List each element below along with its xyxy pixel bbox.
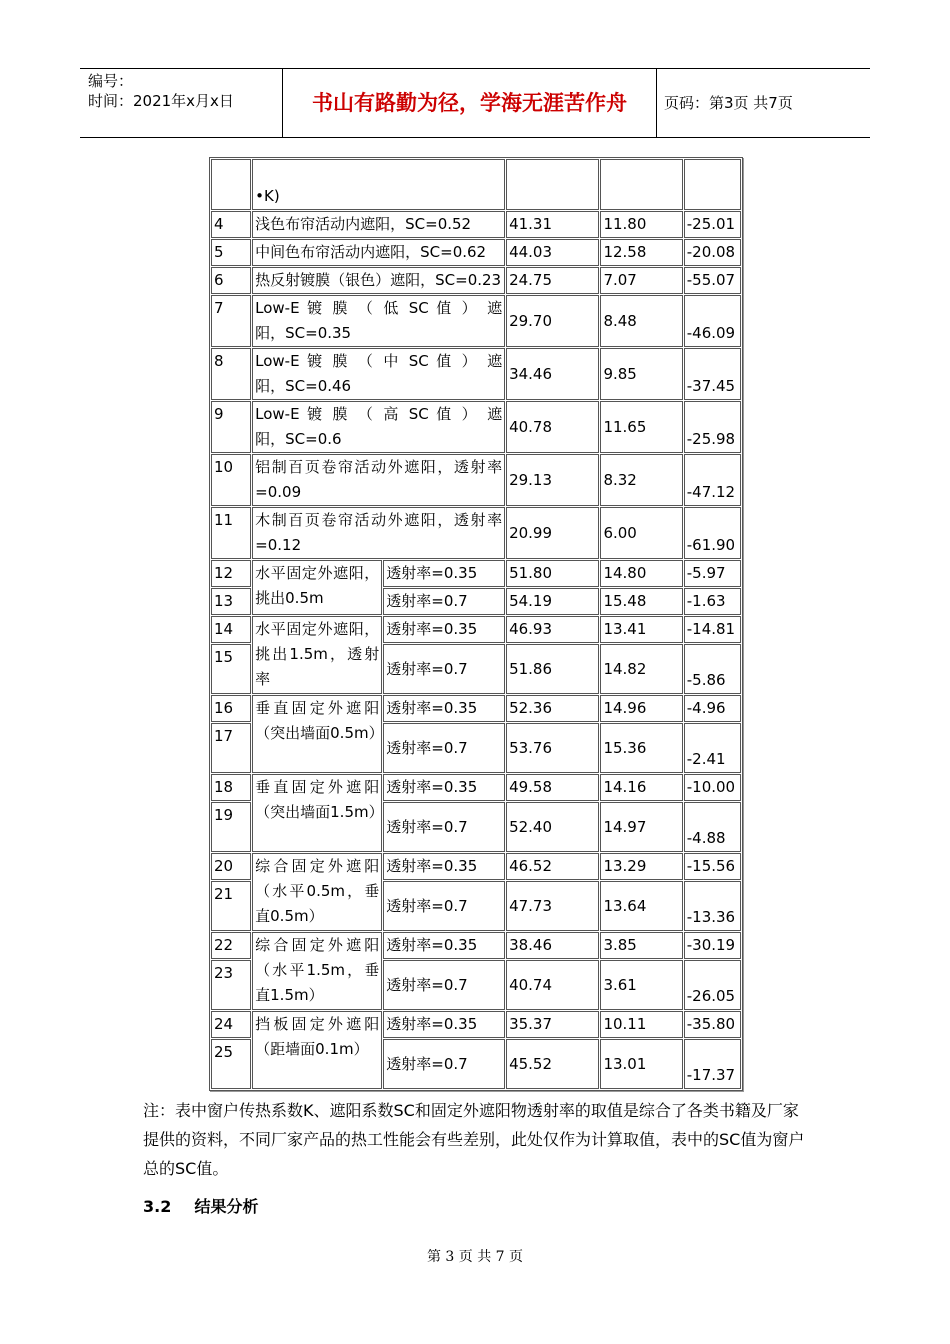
row-number: 14	[211, 616, 251, 643]
description-line-2: 阳，SC=0.6	[255, 430, 342, 448]
row-description	[252, 401, 505, 453]
description-line-2: 阳，SC=0.46	[255, 377, 352, 395]
value-heat-flux: 51.80	[506, 560, 599, 587]
table-row	[211, 348, 741, 400]
group-description: 挡板固定外遮阳（距墙面0.1m）	[252, 1011, 382, 1089]
value-2: 14.16	[600, 774, 682, 801]
section-heading	[143, 1194, 259, 1217]
group-description: 垂直固定外遮阳（突出墙面0.5m）	[252, 695, 382, 773]
value-heat-flux: 52.40	[506, 802, 599, 852]
row-number: 4	[211, 211, 251, 238]
description-line-1: Low-E 镀 膜 （ 中 SC 值 ） 遮	[255, 352, 503, 370]
table-row	[211, 454, 741, 506]
value-change: -2.41	[684, 723, 741, 773]
value-change: -4.88	[684, 802, 741, 852]
transmittance: 透射率=0.7	[383, 588, 505, 615]
description-line-1: 木制百页卷帘活动外遮阳，透射率	[255, 511, 503, 529]
table-row	[211, 159, 741, 210]
value-2: 13.64	[600, 881, 682, 931]
page-header	[80, 68, 870, 138]
group-description: 水平固定外遮阳，挑出0.5m	[252, 560, 382, 615]
value-heat-flux: 51.86	[506, 644, 599, 694]
value-heat-flux: 29.70	[506, 295, 599, 347]
value-change: -1.63	[684, 588, 741, 615]
value-2: 8.48	[600, 295, 682, 347]
value-change: -13.36	[684, 881, 741, 931]
row-number: 9	[211, 401, 251, 453]
table-body	[210, 158, 742, 1090]
description-line-2: 阳，SC=0.35	[255, 324, 352, 342]
value-heat-flux: 41.31	[506, 211, 599, 238]
transmittance: 透射率=0.7	[383, 723, 505, 773]
description-line-2: =0.09	[255, 483, 302, 501]
value-heat-flux: 40.78	[506, 401, 599, 453]
value-2: 12.58	[600, 239, 682, 266]
value-2: 13.29	[600, 853, 682, 880]
transmittance: 透射率=0.7	[383, 644, 505, 694]
row-number: 5	[211, 239, 251, 266]
section-title: 结果分析	[194, 1197, 259, 1216]
table-row	[211, 401, 741, 453]
value-2: 6.00	[600, 507, 682, 559]
transmittance: 透射率=0.35	[383, 695, 505, 722]
row-description	[252, 295, 505, 347]
description-line-1: Low-E 镀 膜 （ 低 SC 值 ） 遮	[255, 299, 503, 317]
value-heat-flux: 20.99	[506, 507, 599, 559]
table-row	[211, 932, 741, 959]
table-row	[211, 774, 741, 801]
value-change: -55.07	[684, 267, 741, 294]
value-2: 11.80	[600, 211, 682, 238]
value-2: 3.85	[600, 932, 682, 959]
row-description: 浅色布帘活动内遮阳，SC=0.52	[252, 211, 505, 238]
value-heat-flux: 44.03	[506, 239, 599, 266]
section-number: 3.2	[143, 1197, 172, 1216]
row-number: 12	[211, 560, 251, 587]
header-page-number: 页码：第3页 共7页	[664, 94, 793, 112]
row-number: 20	[211, 853, 251, 880]
row-number: 23	[211, 960, 251, 1010]
table-row	[211, 239, 741, 266]
row-number: 22	[211, 932, 251, 959]
transmittance: 透射率=0.7	[383, 960, 505, 1010]
value-heat-flux: 38.46	[506, 932, 599, 959]
row-number: 16	[211, 695, 251, 722]
transmittance: 透射率=0.35	[383, 616, 505, 643]
value-2: 13.01	[600, 1039, 682, 1089]
header-motto: 书山有路勤为径，学海无涯苦作舟	[283, 69, 657, 137]
transmittance: 透射率=0.35	[383, 932, 505, 959]
row-description	[252, 348, 505, 400]
row-number: 15	[211, 644, 251, 694]
row-number: 8	[211, 348, 251, 400]
value-heat-flux: 40.74	[506, 960, 599, 1010]
group-description: 综合固定外遮阳（水平1.5m，垂直1.5m）	[252, 932, 382, 1010]
row-number: 17	[211, 723, 251, 773]
row-number: 25	[211, 1039, 251, 1089]
table-row	[211, 211, 741, 238]
row-description	[252, 507, 505, 559]
value-heat-flux: 49.58	[506, 774, 599, 801]
row-description: 中间色布帘活动内遮阳，SC=0.62	[252, 239, 505, 266]
header-continued: •K)	[252, 159, 505, 210]
value-heat-flux: 24.75	[506, 267, 599, 294]
value-heat-flux: 46.93	[506, 616, 599, 643]
time-label: 时间：2021年x月x日	[88, 92, 234, 110]
value-heat-flux: 52.36	[506, 695, 599, 722]
value-change: -5.86	[684, 644, 741, 694]
value-2: 14.80	[600, 560, 682, 587]
table-row	[211, 853, 741, 880]
number-label: 编号：	[88, 72, 134, 90]
table-row	[211, 295, 741, 347]
value-heat-flux: 34.46	[506, 348, 599, 400]
value-heat-flux: 53.76	[506, 723, 599, 773]
group-description: 综合固定外遮阳（水平0.5m，垂直0.5m）	[252, 853, 382, 931]
value-heat-flux: 47.73	[506, 881, 599, 931]
value-2: 14.97	[600, 802, 682, 852]
value-change: -25.01	[684, 211, 741, 238]
value-2: 15.36	[600, 723, 682, 773]
value-change: -61.90	[684, 507, 741, 559]
value-change: -26.05	[684, 960, 741, 1010]
description-line-1: 铝制百页卷帘活动外遮阳，透射率	[255, 458, 503, 476]
value-heat-flux: 35.37	[506, 1011, 599, 1038]
value-change: -37.45	[684, 348, 741, 400]
value-2: 10.11	[600, 1011, 682, 1038]
value-2: 15.48	[600, 588, 682, 615]
value-change: -20.08	[684, 239, 741, 266]
value-change: -15.56	[684, 853, 741, 880]
group-description: 垂直固定外遮阳（突出墙面1.5m）	[252, 774, 382, 852]
table-note: 注：表中窗户传热系数K、遮阳系数SC和固定外遮阳物透射率的取值是综合了各类书籍及厂家提供的资料，不同厂家产品的热工性能会有些差别，此处仅作为计算取值，表中的SC值为窗户总的SC值。	[143, 1101, 805, 1178]
paired-rows	[211, 560, 741, 1089]
value-2: 8.32	[600, 454, 682, 506]
value-change: -5.97	[684, 560, 741, 587]
transmittance: 透射率=0.7	[383, 1039, 505, 1089]
header-meta	[80, 69, 283, 137]
value-2: 13.41	[600, 616, 682, 643]
value-heat-flux: 29.13	[506, 454, 599, 506]
value-heat-flux: 54.19	[506, 588, 599, 615]
transmittance: 透射率=0.7	[383, 881, 505, 931]
row-description: 热反射镀膜（银色）遮阳，SC=0.23	[252, 267, 505, 294]
value-2: 3.61	[600, 960, 682, 1010]
value-change: -46.09	[684, 295, 741, 347]
value-change: -35.80	[684, 1011, 741, 1038]
table-row	[211, 560, 741, 587]
value-2: 7.07	[600, 267, 682, 294]
row-number: 24	[211, 1011, 251, 1038]
value-change: -25.98	[684, 401, 741, 453]
row-number: 18	[211, 774, 251, 801]
value-2: 9.85	[600, 348, 682, 400]
transmittance: 透射率=0.35	[383, 853, 505, 880]
row-number: 10	[211, 454, 251, 506]
value-change: -17.37	[684, 1039, 741, 1089]
row-number: 6	[211, 267, 251, 294]
value-heat-flux: 46.52	[506, 853, 599, 880]
value-change: -30.19	[684, 932, 741, 959]
transmittance: 透射率=0.7	[383, 802, 505, 852]
transmittance: 透射率=0.35	[383, 560, 505, 587]
row-number: 19	[211, 802, 251, 852]
table-row	[211, 695, 741, 722]
table-row	[211, 507, 741, 559]
page-footer: 第 3 页 共 7 页	[426, 1249, 524, 1265]
value-change: -10.00	[684, 774, 741, 801]
transmittance: 透射率=0.35	[383, 1011, 505, 1038]
value-2: 14.82	[600, 644, 682, 694]
row-number: 11	[211, 507, 251, 559]
table-row	[211, 1011, 741, 1038]
value-2: 11.65	[600, 401, 682, 453]
value-change: -4.96	[684, 695, 741, 722]
value-2: 14.96	[600, 695, 682, 722]
row-description	[252, 454, 505, 506]
value-change: -14.81	[684, 616, 741, 643]
table-row	[211, 616, 741, 643]
data-table	[209, 157, 743, 1091]
row-number: 21	[211, 881, 251, 931]
row-number: 13	[211, 588, 251, 615]
simple-rows	[211, 211, 741, 559]
value-heat-flux: 45.52	[506, 1039, 599, 1089]
description-line-2: =0.12	[255, 536, 302, 554]
description-line-1: Low-E 镀 膜 （ 高 SC 值 ） 遮	[255, 405, 503, 423]
group-description: 水平固定外遮阳，挑出1.5m，透射率	[252, 616, 382, 694]
row-number: 7	[211, 295, 251, 347]
table-row	[211, 267, 741, 294]
value-change: -47.12	[684, 454, 741, 506]
transmittance: 透射率=0.35	[383, 774, 505, 801]
